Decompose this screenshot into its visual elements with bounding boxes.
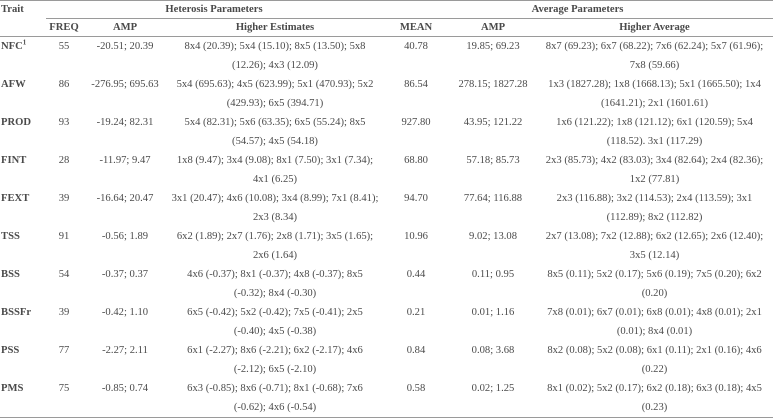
amp-cell: -0.37; 0.37 [101,269,149,280]
amp2-cell: 77.64; 116.88 [463,193,523,204]
higher-estimates-cell: 5x4 (82.31); 5x6 (63.35); 6x5 (55.24); 8x5 (54.57); 4x5 (54.18) [184,117,366,147]
mean-cell: 927.80 [401,117,431,128]
trait-label: NFC [1,41,23,52]
mean-cell: 0.58 [382,379,450,418]
heterosis-group-header: Heterosis Parameters [46,1,382,19]
mean-cell: 86.54 [404,79,428,90]
amp2-cell: 0.08; 3.68 [471,345,515,356]
trait-label: FEXT [1,193,30,204]
trait-label: BSS [1,269,20,280]
freq-cell: 75 [46,379,82,418]
trait-cell [0,37,46,76]
amp-cell: -0.85; 0.74 [82,379,168,418]
mean-cell: 0.21 [406,307,426,318]
amp-cell: -2.27; 2.11 [102,345,148,356]
freq-cell: 39 [58,193,70,204]
amp-cell: -11.97; 9.47 [99,155,151,166]
average-group-header: Average Parameters [382,1,773,19]
amp-cell: -276.95; 695.63 [91,79,159,90]
freq-cell: 55 [58,41,70,52]
amp-header: AMP [82,19,168,37]
higher-estimates-cell: 4x6 (-0.37); 8x1 (-0.37); 4x8 (-0.37); 8x5 (-0.32); 8x4 (-0.30) [187,269,363,299]
higher-estimates-cell: 6x2 (1.89); 2x7 (1.76); 2x8 (1.71); 3x5 (1.65); 2x6 (1.64) [176,231,374,261]
trait-label: PSS [1,345,20,356]
freq-cell: 93 [58,117,70,128]
higher-average-cell: 1x3 (1827.28); 1x8 (1668.13); 5x1 (1665.50); 1x4 (1641.21); 2x1 (1601.61) [548,79,761,109]
higher-average-cell: 1x6 (121.22); 1x8 (121.12); 6x1 (120.59); 5x4 (118.52). 3x1 (117.29) [556,117,753,147]
higher-average-cell: 2x3 (116.88); 3x2 (114.53); 2x4 (113.59); 3x1 (112.89); 8x2 (112.82) [556,193,753,223]
higher-estimates-cell: 8x4 (20.39); 5x4 (15.10); 8x5 (13.50); 5x8 (12.26); 4x3 (12.09) [184,41,366,71]
higher-estimates-cell: 6x1 (-2.27); 8x6 (-2.21); 6x2 (-2.17); 4x6 (-2.12); 6x5 (-2.10) [187,345,363,375]
mean-cell: 68.80 [404,155,428,166]
amp2-header: AMP [450,19,536,37]
trait-label: AFW [1,79,26,90]
mean-cell: 94.70 [404,193,428,204]
amp2-cell: 0.11; 0.95 [471,269,515,280]
table-row [0,379,773,418]
trait-label: PMS [1,383,24,394]
amp2-cell: 19.85; 69.23 [466,41,520,52]
higher-average-cell: 8x1 (0.02); 5x2 (0.17); 6x2 (0.18); 6x3 (0.18); 4x5 (0.23) [536,379,773,418]
trait-header: Trait [0,1,46,37]
higher-estimates-cell: 1x8 (9.47); 3x4 (9.08); 8x1 (7.50); 3x1 (7.34); 4x1 (6.25) [176,155,374,185]
table-row [0,37,773,76]
freq-cell: 86 [58,79,70,90]
table-row [0,265,773,303]
mean-cell: 10.96 [404,231,428,242]
higher-average-cell: 8x7 (69.23); 6x7 (68.22); 7x6 (62.24); 5x7 (61.96); 7x8 (59.66) [545,41,764,71]
amp-cell: -0.42; 1.10 [101,307,149,318]
amp-cell: -19.24; 82.31 [96,117,154,128]
table-row [0,227,773,265]
trait-footnote-mark: 1 [22,38,27,47]
freq-cell: 54 [58,269,70,280]
trait-cell [0,379,46,418]
trait-cell [0,113,46,151]
amp-cell: -16.64; 20.47 [96,193,154,204]
amp-cell: -20.51; 20.39 [96,41,154,52]
mean-cell: 0.84 [406,345,426,356]
trait-label: PROD [1,117,32,128]
table-row [0,113,773,151]
trait-label: TSS [1,231,20,242]
higher-estimates-cell: 6x5 (-0.42); 5x2 (-0.42); 7x5 (-0.41); 2x5 (-0.40); 4x5 (-0.38) [187,307,363,337]
trait-cell [0,189,46,227]
amp-cell: -0.56; 1.89 [101,231,149,242]
amp2-cell: 57.18; 85.73 [466,155,520,166]
higher-average-header: Higher Average [536,19,773,37]
higher-average-cell: 7x8 (0.01); 6x7 (0.01); 6x8 (0.01); 4x8 (0.01); 2x1 (0.01); 8x4 (0.01) [547,307,762,337]
trait-cell [0,303,46,341]
trait-cell [0,75,46,113]
table-row [0,151,773,189]
freq-cell: 28 [58,155,70,166]
mean-header: MEAN [382,19,450,37]
table-row [0,75,773,113]
amp2-cell: 278.15; 1827.28 [458,79,528,90]
higher-estimates-header: Higher Estimates [168,19,382,37]
freq-cell: 39 [58,307,70,318]
trait-cell [0,227,46,265]
higher-estimates-cell: 3x1 (20.47); 4x6 (10.08); 3x4 (8.99); 7x1 (8.41); 2x3 (8.34) [171,193,379,223]
freq-cell: 77 [58,345,70,356]
freq-cell: 91 [58,231,70,242]
trait-cell [0,341,46,379]
trait-label: BSSFr [1,307,32,318]
trait-cell [0,151,46,189]
higher-average-cell: 2x3 (85.73); 4x2 (83.03); 3x4 (82.64); 2x4 (82.36); 1x2 (77.81) [545,155,764,185]
table-row [0,303,773,341]
amp2-cell: 9.02; 13.08 [469,231,517,242]
higher-average-cell: 8x5 (0.11); 5x2 (0.17); 5x6 (0.19); 7x5 (0.20); 6x2 (0.20) [547,269,762,299]
trait-cell [0,265,46,303]
trait-label: FINT [1,155,27,166]
amp2-cell: 0.01; 1.16 [471,307,515,318]
higher-average-cell: 2x7 (13.08); 7x2 (12.88); 6x2 (12.65); 2x6 (12.40); 3x5 (12.14) [545,231,764,261]
table-row [0,189,773,227]
amp2-cell: 43.95; 121.22 [463,117,523,128]
mean-cell: 0.44 [406,269,426,280]
amp2-cell: 0.02; 1.25 [450,379,536,418]
higher-average-cell: 8x2 (0.08); 5x2 (0.08); 6x1 (0.11); 2x1 (0.16); 4x6 (0.22) [547,345,762,375]
higher-estimates-cell: 5x4 (695.63); 4x5 (623.99); 5x1 (470.93); 5x2 (429.93); 6x5 (394.71) [176,79,374,109]
table-row [0,341,773,379]
mean-cell: 40.78 [404,41,428,52]
higher-estimates-cell: 6x3 (-0.85); 8x6 (-0.71); 8x1 (-0.68); 7x6 (-0.62); 4x6 (-0.54) [168,379,382,418]
freq-header: FREQ [46,19,82,37]
